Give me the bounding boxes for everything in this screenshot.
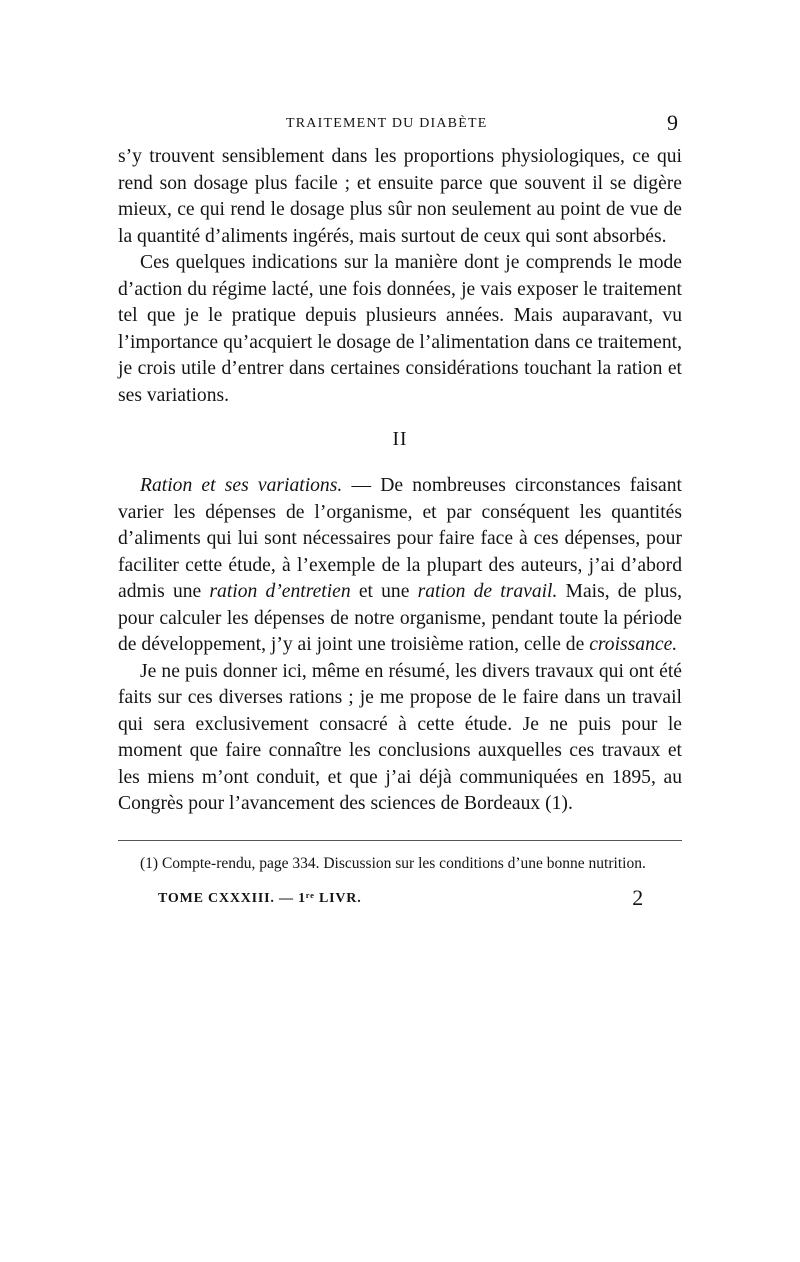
ration-lead: Ration et ses variations. bbox=[140, 475, 343, 496]
paragraph-regime-lacte: Ces quelques indications sur la manière dont je comprends le mode d’action du régime lacté, une fois données, je vais exposer le traitement tel que je le pratique depuis plusieurs années. Mais auparavant, vu l’importance qu’acquiert le dosage de l’alimentation dans ce traitement, je crois utile d’entrer dans certaines considérations touchant la ration et ses variations. bbox=[118, 252, 682, 406]
signature-line bbox=[118, 885, 682, 919]
paragraph-travaux: Je ne puis donner ici, même en résumé, les divers travaux qui ont été faits sur ces diverses rations ; je me propose de le faire dans un travail qui sera exclusivement consacré à cette étude. Je ne puis pour le moment que faire connaître les conclusions auxquelles ces travaux et les miens m’ont conduit, et que j’ai déjà communiquées en 1895, au Congrès pour l’avancement des sciences de Bordeaux (1). bbox=[118, 660, 682, 814]
ration-text-2: et une bbox=[350, 581, 418, 602]
ration-travail: ration de travail. bbox=[417, 581, 558, 602]
paragraph-ration bbox=[118, 473, 682, 659]
ration-text-1: — De nombreuses circonstances faisant varier les dépenses de l’organisme, et par conséquent les quantités d’aliments qui lui sont nécessaires pour faire face à ces dépenses, pour faciliter cette étude, à l’exemple de la plupart des auteurs, j’ai d’abord admis une bbox=[118, 475, 682, 602]
footnote: (1) Compte-rendu, page 334. Discussion sur les conditions d’une bonne nutrition. bbox=[140, 854, 646, 872]
running-head bbox=[118, 104, 682, 144]
ration-croissance: croissance. bbox=[589, 634, 678, 655]
sheet-number: 2 bbox=[632, 884, 644, 910]
running-title: TRAITEMENT DU DIABÈTE bbox=[286, 116, 488, 131]
volume-signature: TOME CXXXIII. — 1ʳᵉ LIVR. bbox=[158, 890, 362, 906]
ration-text-3: Mais, de plus, pour calculer les dépenses de notre organisme, pendant toute la période de développement, j’y ai joint une troisième ration, celle de bbox=[118, 581, 682, 655]
book-page bbox=[118, 104, 682, 919]
page-number: 9 bbox=[667, 110, 678, 135]
footnote-rule bbox=[118, 840, 682, 841]
section-heading: II bbox=[392, 429, 408, 450]
paragraph-continuation: s’y trouvent sensiblement dans les proportions physiologiques, ce qui rend son dosage plus facile ; et ensuite parce que souvent il se digère mieux, ce qui rend le dosage plus sûr non seulement au point de vue de la quantité d’aliments ingérés, mais surtout de ceux qui sont absorbés. bbox=[118, 146, 682, 247]
ration-entretien: ration d’entretien bbox=[209, 581, 351, 602]
